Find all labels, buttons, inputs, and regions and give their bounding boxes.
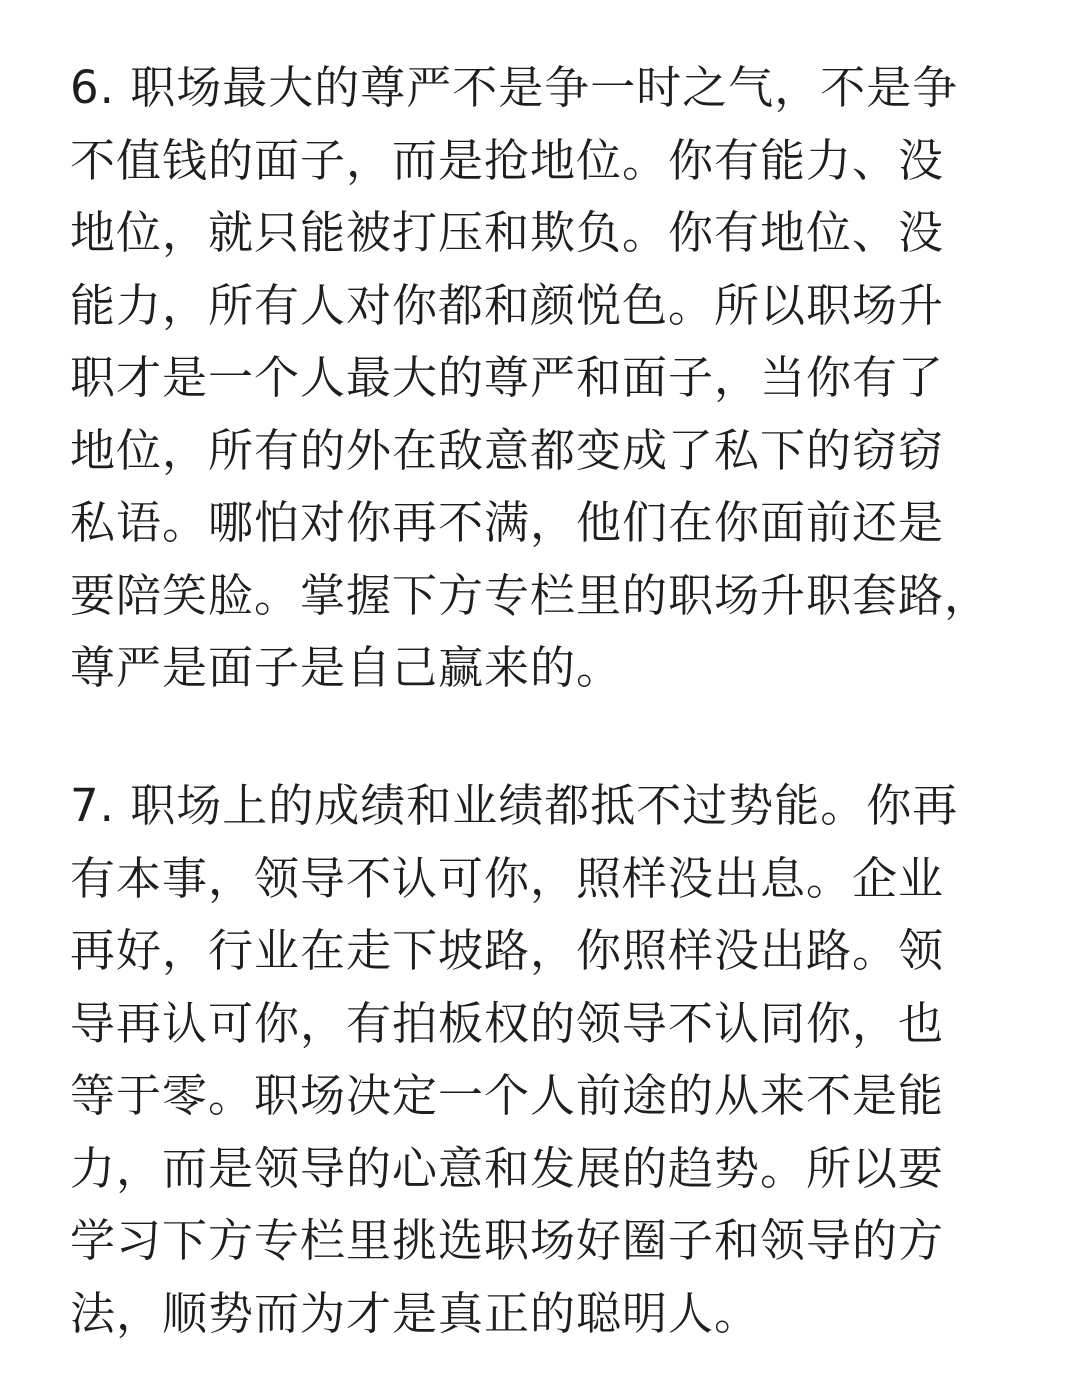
paragraph-line: 地位，就只能被打压和欺负。你有地位、没 [70,206,945,259]
paragraph-line: 6. 职场最大的尊严不是争一时之气，不是争 [70,61,959,114]
paragraph-line: 导再认可你，有拍板权的领导不认同你，也 [70,996,945,1050]
paragraph-line: 法，顺势而为才是真正的聪明人。 [70,1286,761,1340]
paragraph-line: 再好，行业在走下坡路，你照样没出路。领 [70,924,945,977]
paragraph-line: 地位，所有的外在敌意都变成了私下的窃窃 [70,423,945,477]
paragraph-line: 学习下方专栏里挑选职场好圈子和领导的方 [70,1214,945,1267]
paragraph-line: 能力，所有人对你都和颜悦色。所以职场升 [70,278,945,332]
paragraph-line: 力，而是领导的心意和发展的趋势。所以要 [70,1141,945,1195]
paragraph-line: 不值钱的面子，而是抢地位。你有能力、没 [70,133,945,187]
paragraph-line: 等于零。职场决定一个人前途的从来不是能 [70,1069,945,1122]
paragraph-line: 要陪笑脸。掌握下方专栏里的职场升职套路， [70,568,991,622]
paragraph-line: 职才是一个人最大的尊严和面子，当你有了 [70,351,945,404]
paragraph-line: 尊严是面子是自己赢来的。 [70,641,623,694]
paragraph-line: 私语。哪怕对你再不满，他们在你面前还是 [70,496,945,549]
paragraph-line: 有本事，领导不认可你，照样没出息。企业 [70,851,945,905]
paragraph-line: 7. 职场上的成绩和业绩都抵不过势能。你再 [70,779,959,832]
paragraph-7 [70,770,1030,1350]
paragraph-6 [70,52,1030,705]
